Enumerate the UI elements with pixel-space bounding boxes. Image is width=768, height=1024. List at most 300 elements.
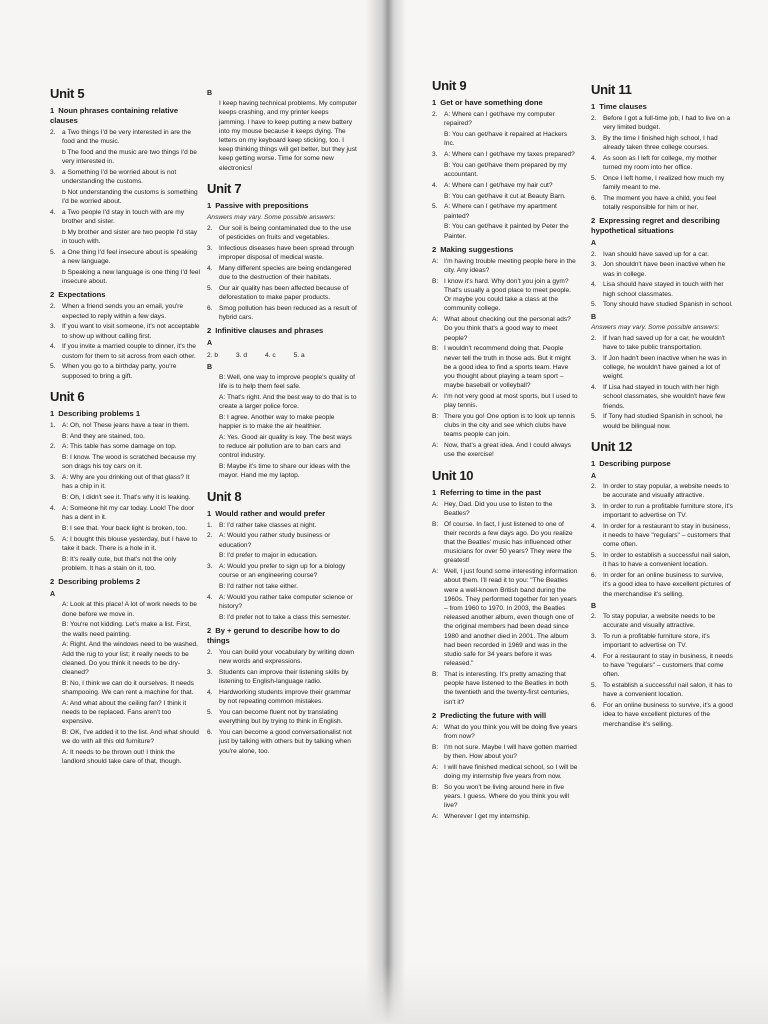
answer-item xyxy=(207,433,357,461)
item-text: Tony should have studied Spanish in school. xyxy=(603,301,733,309)
section-title xyxy=(207,509,357,519)
section-title-text: Get or have something done xyxy=(440,98,543,107)
section-title xyxy=(432,98,578,108)
answer-item xyxy=(207,562,357,580)
answer-item xyxy=(207,521,357,530)
section-number: 2 xyxy=(591,216,596,226)
item-text: Once I left home, I realized how much my family meant to me. xyxy=(603,175,725,192)
item-text: B: You can get/have it cut at Beauty Barn. xyxy=(444,192,566,200)
item-number: 6. xyxy=(591,195,597,202)
item-number: 6. xyxy=(207,729,213,737)
answer-item xyxy=(50,728,200,746)
item-text: Hardworking students improve their grammar by not repeating common mistakes. xyxy=(219,689,351,706)
answer-item xyxy=(591,354,733,382)
answer-item xyxy=(432,222,578,240)
item-number: 3. xyxy=(207,669,213,677)
answer-item xyxy=(591,174,733,192)
item-text: When a friend sends you an email, you're expected to reply within a few days. xyxy=(62,303,184,320)
answer-item xyxy=(207,413,357,431)
item-number: 3. xyxy=(591,633,597,641)
item-number xyxy=(50,493,62,502)
item-text: I will have finished medical school, so I will be doing my internship five years from now. xyxy=(444,763,578,781)
answer-item xyxy=(50,600,200,618)
item-number: 4. xyxy=(591,653,597,661)
answer-item xyxy=(207,551,357,560)
item-text: b Speaking a new language is one thing I'd feel insecure about. xyxy=(62,269,200,286)
unit-block xyxy=(207,181,357,481)
item-number: 2. xyxy=(591,335,597,343)
part-label: A xyxy=(50,591,56,599)
item-text: By the time I finished high school, I had already taken three college courses. xyxy=(603,135,718,152)
answer-item xyxy=(50,421,200,430)
item-number xyxy=(50,679,62,697)
section-number: 2 xyxy=(207,626,212,636)
section-title-text: Referring to time in the past xyxy=(440,487,542,497)
item-number xyxy=(207,582,219,591)
answer-item xyxy=(591,681,733,699)
answer-item xyxy=(432,110,578,128)
answer-item xyxy=(432,130,578,148)
section-title xyxy=(591,459,733,469)
column-4 xyxy=(591,82,733,737)
item-number: 4. xyxy=(207,594,213,602)
item-text: A: This table has some damage on top. xyxy=(62,443,177,451)
item-text: Students can improve their listening skills by listening to English-language radio. xyxy=(219,669,349,686)
answer-item xyxy=(207,613,357,622)
part-label: A xyxy=(591,240,597,248)
item-text: A: I bought this blouse yesterday, but I have to take it back. There is a hole in it. xyxy=(62,535,198,552)
item-text: a Two things I'd be very interested in are the food and the music. xyxy=(62,129,192,146)
part-label: B xyxy=(207,363,213,371)
unit-title: Unit 7 xyxy=(207,180,242,196)
item-text: I'm not sure. Maybe I will have gotten married by then. How about you? xyxy=(444,743,577,761)
item-number: 6. xyxy=(207,305,213,313)
item-text: Lisa should have stayed in touch with her high school classmates. xyxy=(603,281,724,298)
item-text: B: I agree. Another way to make people happier is to make the air healthier. xyxy=(219,414,335,431)
item-number: 3. xyxy=(50,169,56,176)
item-text: For an online business to survive, it's a good idea to have excellent pictures of the merchandise it's selling. xyxy=(603,702,733,728)
item-text: B: It's really cute, but that's not the only problem. It has a stain on it, too. xyxy=(62,555,177,572)
item-number: 1. xyxy=(207,521,213,529)
item-text: Now, that's a great idea. And I could always use the exercise! xyxy=(444,442,571,459)
item-text: I'm not very good at most sports, but I used to play tennis. xyxy=(444,393,578,410)
item-number: A: xyxy=(432,763,439,771)
item-text: B: I'd rather not take either. xyxy=(219,583,298,591)
answer-item xyxy=(207,582,357,591)
item-text: I'm having trouble meeting people here in the city. Any ideas? xyxy=(444,257,576,274)
item-text: B: You can get/have it repaired at Hackers Inc. xyxy=(444,131,568,148)
answer-item xyxy=(591,250,733,259)
section-number: 1 xyxy=(591,102,596,111)
answer-item xyxy=(432,150,578,159)
item-text: B: I'd prefer to major in education. xyxy=(219,552,318,560)
answer-item xyxy=(432,257,578,275)
item-number xyxy=(207,462,219,480)
answer-item xyxy=(207,264,357,282)
answer-item xyxy=(50,322,200,340)
item-text: You can become a good conversationalist not just by talking with others but by talking when you're alone, too. xyxy=(219,729,352,755)
item-text: B: I'd prefer not to take a class this semester. xyxy=(219,614,351,622)
item-text: To stay popular, a website needs to be accurate and visually attractive. xyxy=(603,613,716,630)
item-number xyxy=(207,433,219,461)
item-text: B: Well, one way to improve people's quality of life is to help them feel safe. xyxy=(219,374,356,391)
item-text: B: I'd rather take classes at night. xyxy=(219,521,317,529)
answer-item xyxy=(591,334,733,352)
answer-item xyxy=(432,412,578,440)
answer-item xyxy=(591,134,733,152)
answer-item xyxy=(591,551,733,569)
unit-block xyxy=(432,78,578,460)
item-number xyxy=(50,453,62,471)
section-title xyxy=(50,409,200,419)
item-number: 4. xyxy=(591,384,597,392)
answer-item xyxy=(207,531,357,549)
answer-item xyxy=(50,620,200,638)
answer-item xyxy=(50,248,200,266)
answer-item xyxy=(50,679,200,697)
part-label: A xyxy=(591,472,597,480)
item-number: A: xyxy=(432,442,439,450)
item-text: Jon shouldn't have been inactive when he was in college. xyxy=(603,261,726,278)
section-title xyxy=(432,245,578,255)
item-number: A: xyxy=(432,500,439,508)
item-number xyxy=(207,413,219,431)
item-text: A: Where can I get/have my computer repaired? xyxy=(444,111,555,128)
item-text: If Lisa had stayed in touch with her high school classmates, she wouldn't have few friends. xyxy=(603,384,726,410)
unit-block xyxy=(207,489,357,756)
section-title-text: Describing problems 2 xyxy=(58,577,141,587)
item-number: 5. xyxy=(50,249,56,256)
answer-item xyxy=(591,300,733,309)
answer-item xyxy=(207,648,357,666)
answer-item xyxy=(432,315,578,343)
item-text: I keep having technical problems. My computer keeps crashing, and my printer keeps jamming. I have to keep putting a new battery into my mouse because it keeps dying. The letters on my keyboard keep sticking, too. I keep thinking things will get better, but they just keep getting worse. Time for some new electronics! xyxy=(219,100,357,172)
item-number xyxy=(50,728,62,746)
item-number: 5. xyxy=(591,682,597,690)
item-number xyxy=(50,620,62,638)
unit-title: Unit 8 xyxy=(207,488,242,504)
answer-item xyxy=(432,812,578,821)
item-number: 2. xyxy=(50,129,56,136)
item-number: 2. xyxy=(207,225,213,233)
item-number xyxy=(50,268,62,286)
item-text: In order to establish a successful nail salon, it has to have a convenient location. xyxy=(603,552,731,569)
item-text: B: You can get/have them prepared by my accountant. xyxy=(444,161,567,178)
item-number: 4. xyxy=(207,689,213,697)
answer-item xyxy=(432,392,578,410)
answer-item xyxy=(50,493,200,502)
answer-item xyxy=(432,763,578,781)
item-number xyxy=(207,613,219,622)
item-text: B: No, I think we can do it ourselves. It needs shampooing. We can rent a machine for that. xyxy=(62,679,194,697)
item-text: a Two people I'd stay in touch with are my brother and sister. xyxy=(62,209,185,226)
answer-item xyxy=(207,462,357,480)
column-1 xyxy=(50,86,200,774)
item-number: B: xyxy=(432,277,439,285)
part-label: A xyxy=(207,340,213,348)
item-text: So you won't be living around here in five years. I guess. Where do you think you will live? xyxy=(444,783,569,810)
unit-block xyxy=(207,89,357,173)
item-number: 3. xyxy=(50,474,56,482)
answer-item xyxy=(50,342,200,360)
section-title-text: Making suggestions xyxy=(440,244,514,254)
answer-item xyxy=(50,442,200,451)
unit-block xyxy=(50,86,200,381)
item-text: When you go to a birthday party, you're supposed to bring a gift. xyxy=(62,363,177,380)
item-text: That is interesting. It's pretty amazing that people have listened to the Beatles in both the twentieth and the twenty-first centuries, isn't it? xyxy=(444,671,570,706)
unit-title: Unit 11 xyxy=(591,82,632,97)
matching-answer: 5. a xyxy=(293,351,305,359)
section-number: 1 xyxy=(432,487,437,497)
item-text: A: Someone hit my car today. Look! The door has a dent in it. xyxy=(62,505,195,522)
answer-item xyxy=(591,652,733,680)
item-text: A: Would you rather study business or education? xyxy=(219,532,331,549)
item-number: A: xyxy=(432,316,439,324)
item-number: 4. xyxy=(50,209,56,216)
item-text: If you invite a married couple to dinner, it's the custom for them to sit across from each other. xyxy=(62,343,196,360)
answer-item xyxy=(50,208,200,226)
item-text: Before I got a full-time job, I had to live on a very limited budget. xyxy=(603,115,731,132)
matching-answer: 4. c xyxy=(265,351,276,359)
item-number: B: xyxy=(432,520,439,528)
section-title xyxy=(207,626,357,646)
section-title-text: Expectations xyxy=(58,290,106,300)
bottom-shadow xyxy=(0,964,768,1024)
item-number xyxy=(50,228,62,246)
item-text: Infectious diseases have been spread through improper disposal of medical waste. xyxy=(219,245,354,262)
answer-item xyxy=(50,504,200,522)
section-title xyxy=(50,290,200,300)
item-text: Smog pollution has been reduced as a result of hybrid cars. xyxy=(219,305,357,322)
item-text: B: You're not kidding. Let's make a list. First, the walls need painting. xyxy=(62,621,191,638)
answer-item xyxy=(207,304,357,322)
part-label: B xyxy=(591,602,597,610)
answer-item xyxy=(50,453,200,471)
item-number: 3. xyxy=(591,261,597,269)
item-number: 6. xyxy=(591,702,597,710)
section-number: 2 xyxy=(50,577,55,587)
answer-item xyxy=(432,277,578,314)
unit-block xyxy=(591,439,733,729)
item-text: In order for an online business to survive, it's a good idea to have excellent pictures of the merchandise it's selling. xyxy=(603,572,731,598)
answer-item xyxy=(432,202,578,220)
item-number: 5. xyxy=(591,175,597,182)
answer-item xyxy=(50,555,200,573)
answer-item xyxy=(50,640,200,677)
section-title xyxy=(591,102,733,112)
item-text: Wherever I get my internship. xyxy=(444,813,531,821)
section-title-text: Time clauses xyxy=(599,102,647,111)
answer-item xyxy=(591,154,733,172)
item-number: 5. xyxy=(50,535,56,543)
item-text: A: Would you prefer to sign up for a biology course or an engineering course? xyxy=(219,563,346,580)
item-number: 2. xyxy=(432,111,438,118)
section-title-text: Describing purpose xyxy=(599,458,671,468)
unit-title: Unit 12 xyxy=(591,438,633,454)
item-number: 3. xyxy=(50,323,56,331)
answer-item xyxy=(207,224,357,242)
answer-item xyxy=(432,743,578,761)
item-number: 3. xyxy=(432,151,438,158)
item-number xyxy=(50,188,62,206)
unit-title: Unit 10 xyxy=(432,467,474,483)
section-number: 1 xyxy=(207,508,212,518)
answer-item xyxy=(591,114,733,132)
section-number: 2 xyxy=(432,710,437,720)
item-number xyxy=(50,640,62,677)
answer-item xyxy=(591,194,733,212)
answer-item xyxy=(50,302,200,320)
unit-block xyxy=(432,468,578,822)
item-number: 4. xyxy=(50,343,56,351)
answer-item xyxy=(50,473,200,491)
item-text: b Not understanding the customs is something I'd be worried about. xyxy=(62,189,198,206)
answer-item xyxy=(432,500,578,518)
part-label: B xyxy=(207,90,213,97)
item-number: 4. xyxy=(591,281,597,289)
section-title-text: By + gerund to describe how to do things xyxy=(207,626,340,646)
section-title-text: Predicting the future with will xyxy=(440,710,547,720)
answer-item xyxy=(50,535,200,553)
answer-item xyxy=(207,708,357,726)
item-text: In order to run a profitable furniture store, it's important to advertise on TV. xyxy=(603,503,733,520)
item-number xyxy=(207,99,219,173)
answer-item xyxy=(432,567,578,668)
item-text: I know it's hard. Why don't you join a gym? That's usually a good place to meet people. Or maybe you could take a class at the community college. xyxy=(444,277,571,313)
item-text: B: Oh, I didn't see it. That's why it is leaking. xyxy=(62,494,191,502)
answer-item xyxy=(432,723,578,741)
item-number: B: xyxy=(432,345,439,353)
item-text: A: It needs to be thrown out! I think the landlord should take care of that, though. xyxy=(62,749,182,766)
item-number: 4. xyxy=(591,155,597,162)
item-text: If Ivan had saved up for a car, he wouldn't have to take public transportation. xyxy=(603,335,725,352)
answer-item xyxy=(432,161,578,179)
item-number xyxy=(50,600,62,618)
item-number: 5. xyxy=(591,552,597,560)
item-number: 4. xyxy=(207,265,213,273)
answer-item xyxy=(432,441,578,459)
answer-item xyxy=(591,701,733,729)
section-number: 1 xyxy=(50,408,55,418)
answer-item xyxy=(207,244,357,262)
item-number: 5. xyxy=(207,709,213,717)
section-title xyxy=(432,488,578,498)
item-text: The moment you have a child, you feel totally responsible for him or her. xyxy=(603,195,717,212)
item-text: Many different species are being endangered due to the destruction of their habitats. xyxy=(219,265,352,282)
section-number: 2 xyxy=(50,290,55,300)
matching-answers xyxy=(207,351,357,360)
item-number xyxy=(432,222,444,240)
section-title xyxy=(591,216,733,236)
item-text: a Something I'd be worried about is not understanding the customs. xyxy=(62,169,177,186)
item-text: If Jon hadn't been inactive when he was in college, he wouldn't have gained a lot of weight. xyxy=(603,355,727,381)
item-number: 2. xyxy=(591,483,597,491)
item-text: A: And what about the ceiling fan? I think it needs to be replaced. Fans aren't too expensive. xyxy=(62,699,187,726)
section-number: 1 xyxy=(432,98,437,107)
item-number: A: xyxy=(432,723,439,731)
item-number: 2. xyxy=(591,613,597,621)
item-number: 5. xyxy=(591,301,597,309)
item-number xyxy=(207,393,219,411)
item-text: Of course. In fact, I just listened to one of their records a few days ago. Do you realize that the Beatles' music has influenced other musicians for over 50 years? They were the greatest! xyxy=(444,520,573,565)
item-number: 4. xyxy=(591,523,597,531)
item-number: B: xyxy=(432,783,439,791)
column-2 xyxy=(207,86,357,764)
answer-item xyxy=(432,520,578,566)
unit-block xyxy=(591,82,733,431)
item-number: 6. xyxy=(591,572,597,580)
answer-item xyxy=(50,699,200,727)
item-number xyxy=(50,148,62,166)
item-number: 2. xyxy=(591,250,597,258)
item-number: B: xyxy=(432,671,439,679)
item-number xyxy=(432,130,444,148)
answer-item xyxy=(207,373,357,391)
item-text: Our soil is being contaminated due to the use of pesticides on fruits and vegetables. xyxy=(219,225,352,242)
item-number xyxy=(50,748,62,766)
answer-item xyxy=(50,524,200,533)
item-text: As soon as I left for college, my mother turned my room into her office. xyxy=(603,155,717,172)
item-number xyxy=(207,551,219,560)
section-title-text: Infinitive clauses and phrases xyxy=(215,326,324,336)
item-text: A: Would you rather take computer science or history? xyxy=(219,594,353,611)
item-text: A: Where can I get/have my hair cut? xyxy=(444,181,553,189)
item-text: To run a profitable furniture store, it's important to advertise on TV. xyxy=(603,633,710,650)
item-number: A: xyxy=(432,813,439,821)
item-text: B: Maybe it's time to share our ideas with the mayor. Hand me my laptop. xyxy=(219,463,350,480)
section-title xyxy=(50,577,200,587)
matching-answer: 3. d xyxy=(236,351,247,359)
item-text: A: Oh, no! These jeans have a tear in them. xyxy=(62,421,190,429)
item-text: To establish a successful nail salon, it has to have a convenient location. xyxy=(603,682,733,699)
item-number: 5. xyxy=(207,285,213,293)
item-text: A: Look at this place! A lot of work needs to be done before we move in. xyxy=(62,601,197,618)
answer-item xyxy=(50,432,200,441)
item-number: 2. xyxy=(50,443,56,451)
answer-item xyxy=(432,181,578,190)
item-number: 5. xyxy=(432,203,438,211)
item-text: What do you think you will be doing five years from now? xyxy=(444,723,578,741)
item-text: For a restaurant to stay in business, it needs to have "regulars" – customers that come often. xyxy=(603,653,733,679)
item-text: Ivan should have saved up for a car. xyxy=(603,250,709,258)
answer-item xyxy=(591,383,733,411)
answer-item xyxy=(50,362,200,380)
item-number xyxy=(50,699,62,727)
answer-item xyxy=(50,228,200,246)
section-number: 1 xyxy=(591,458,596,468)
item-number: 3. xyxy=(591,135,597,142)
book-gutter xyxy=(366,0,406,1024)
item-number xyxy=(432,192,444,201)
item-number: A: xyxy=(432,257,439,265)
answer-item xyxy=(591,632,733,650)
answer-item xyxy=(591,260,733,278)
item-number: 4. xyxy=(50,505,56,512)
section-number: 1 xyxy=(50,106,55,115)
answer-item xyxy=(50,128,200,146)
item-number: 2. xyxy=(207,649,213,657)
section-number: 1 xyxy=(207,200,212,210)
answer-item xyxy=(50,148,200,166)
section-number: 2 xyxy=(432,244,437,254)
answer-item xyxy=(432,344,578,390)
item-number: A: xyxy=(432,393,439,401)
item-number: 2. xyxy=(591,115,597,122)
answer-item xyxy=(432,783,578,811)
answer-item xyxy=(207,728,357,756)
item-number: 1. xyxy=(50,421,56,429)
unit-title: Unit 5 xyxy=(50,86,85,101)
